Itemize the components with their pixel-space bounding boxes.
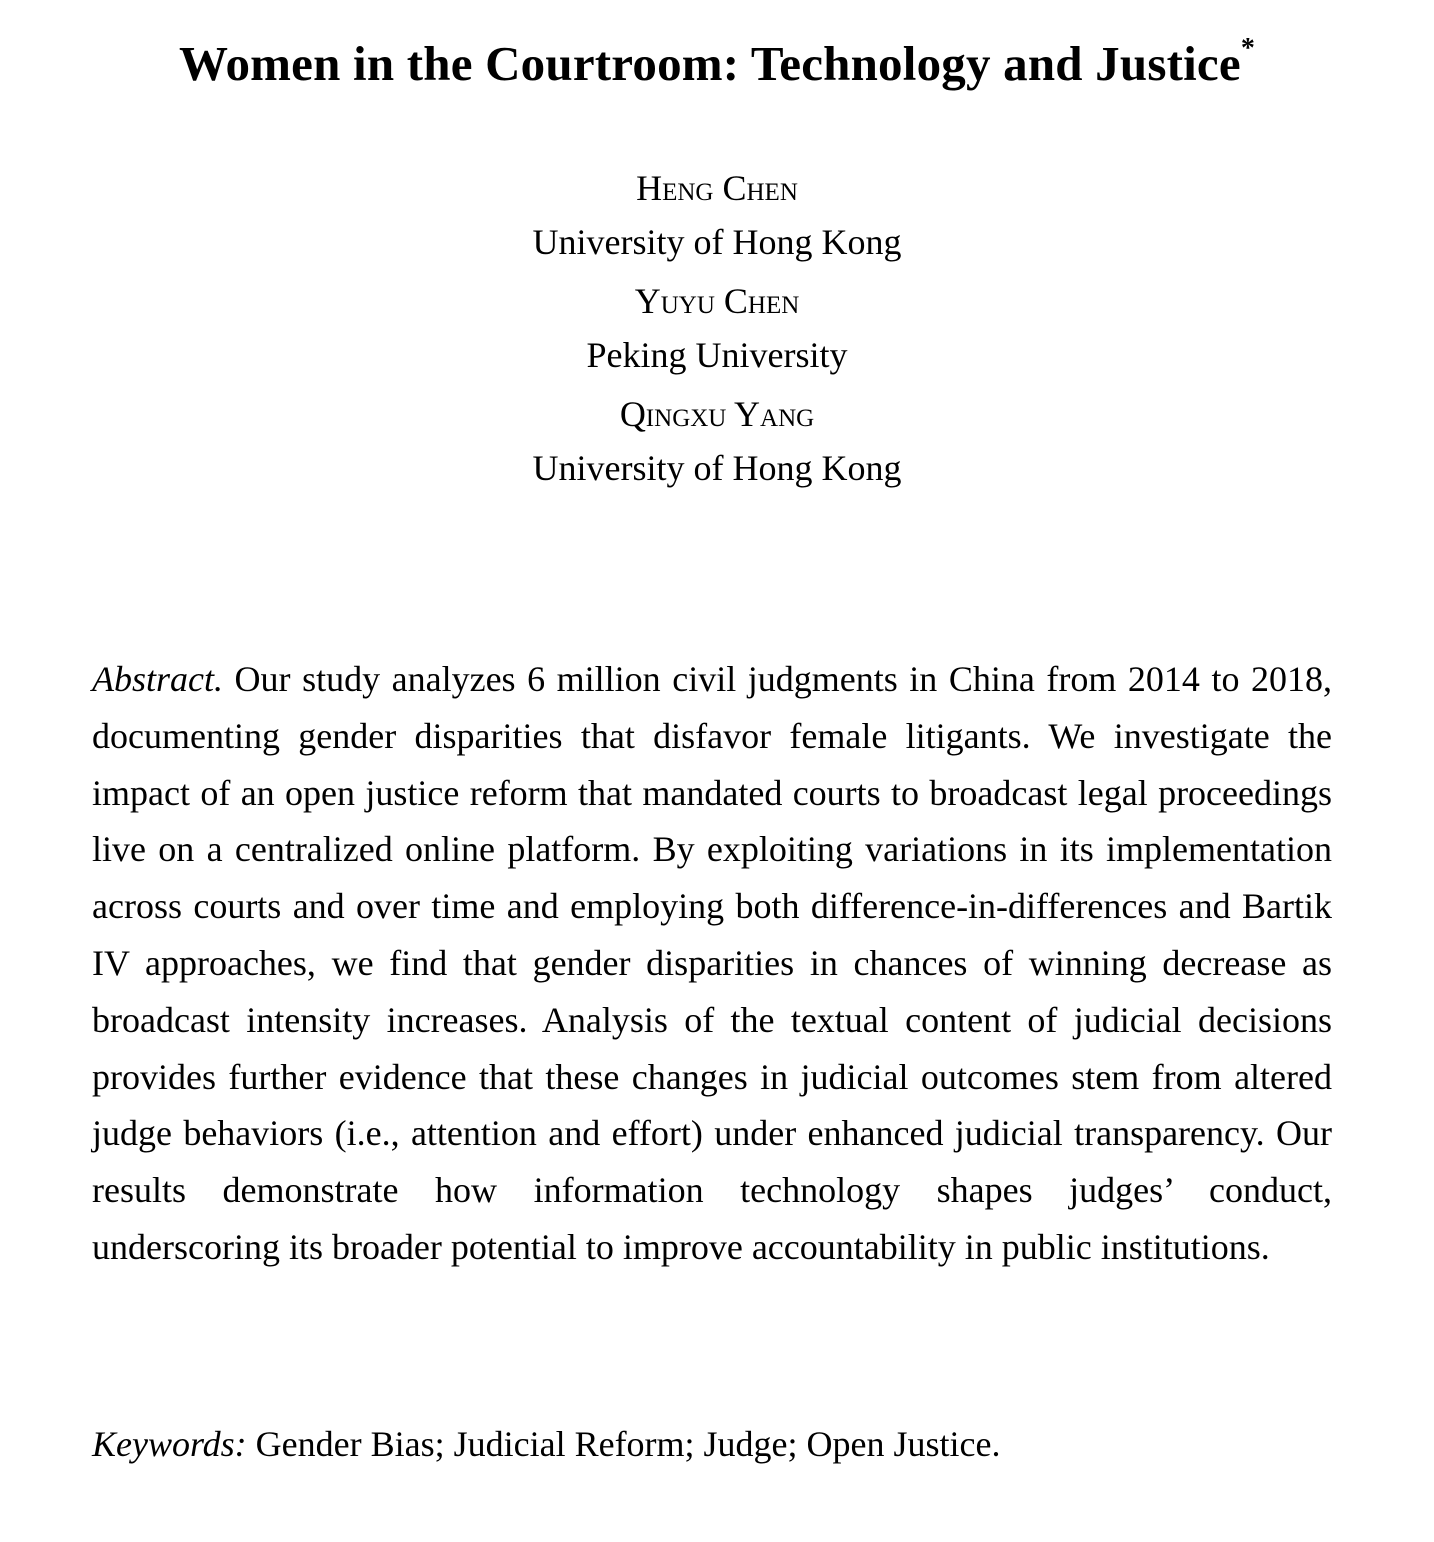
author-affiliation: University of Hong Kong bbox=[532, 448, 902, 488]
abstract-text: Our study analyzes 6 million civil judgments in China from 2014 to 2018, documenting gender disparities that disfavor female litigants. We investigate the impact of an open justice reform that mandated courts to broadcast legal proceedings live on a centralized online platform. By exploiting variations in its implementation across courts and over time and employing both difference-in-differences and Bartik IV approaches, we find that gender disparities in chances of winning decrease as broadcast intensity increases. Analysis of the textual content of judicial decisions provides further evidence that these changes in judicial outcomes stem from altered judge behaviors (i.e., attention and effort) under enhanced judicial transparency. Our results demonstrate how information technology shapes judges’ conduct, underscoring its broader potential to improve accountability in public institutions. bbox=[92, 659, 1332, 1267]
author-block bbox=[0, 162, 1434, 270]
title-footnote-mark: * bbox=[1240, 32, 1256, 64]
paper-title-text: Women in the Courtroom: Technology and Justice bbox=[178, 36, 1241, 91]
keywords bbox=[92, 1416, 1332, 1472]
author-name: Heng Chen bbox=[636, 168, 798, 208]
author-affiliation: Peking University bbox=[586, 335, 848, 375]
author-name: Yuyu Chen bbox=[634, 281, 800, 321]
author-block bbox=[0, 388, 1434, 496]
abstract-label: Abstract. bbox=[92, 659, 223, 699]
author-affiliation: University of Hong Kong bbox=[532, 222, 902, 262]
author-name: Qingxu Yang bbox=[619, 394, 815, 434]
keywords-text: Gender Bias; Judicial Reform; Judge; Open Justice. bbox=[255, 1424, 1001, 1464]
author-block bbox=[0, 275, 1434, 383]
keywords-label: Keywords: bbox=[92, 1424, 247, 1464]
paper-title bbox=[0, 32, 1434, 96]
author-list bbox=[0, 162, 1434, 501]
abstract bbox=[92, 651, 1332, 1276]
